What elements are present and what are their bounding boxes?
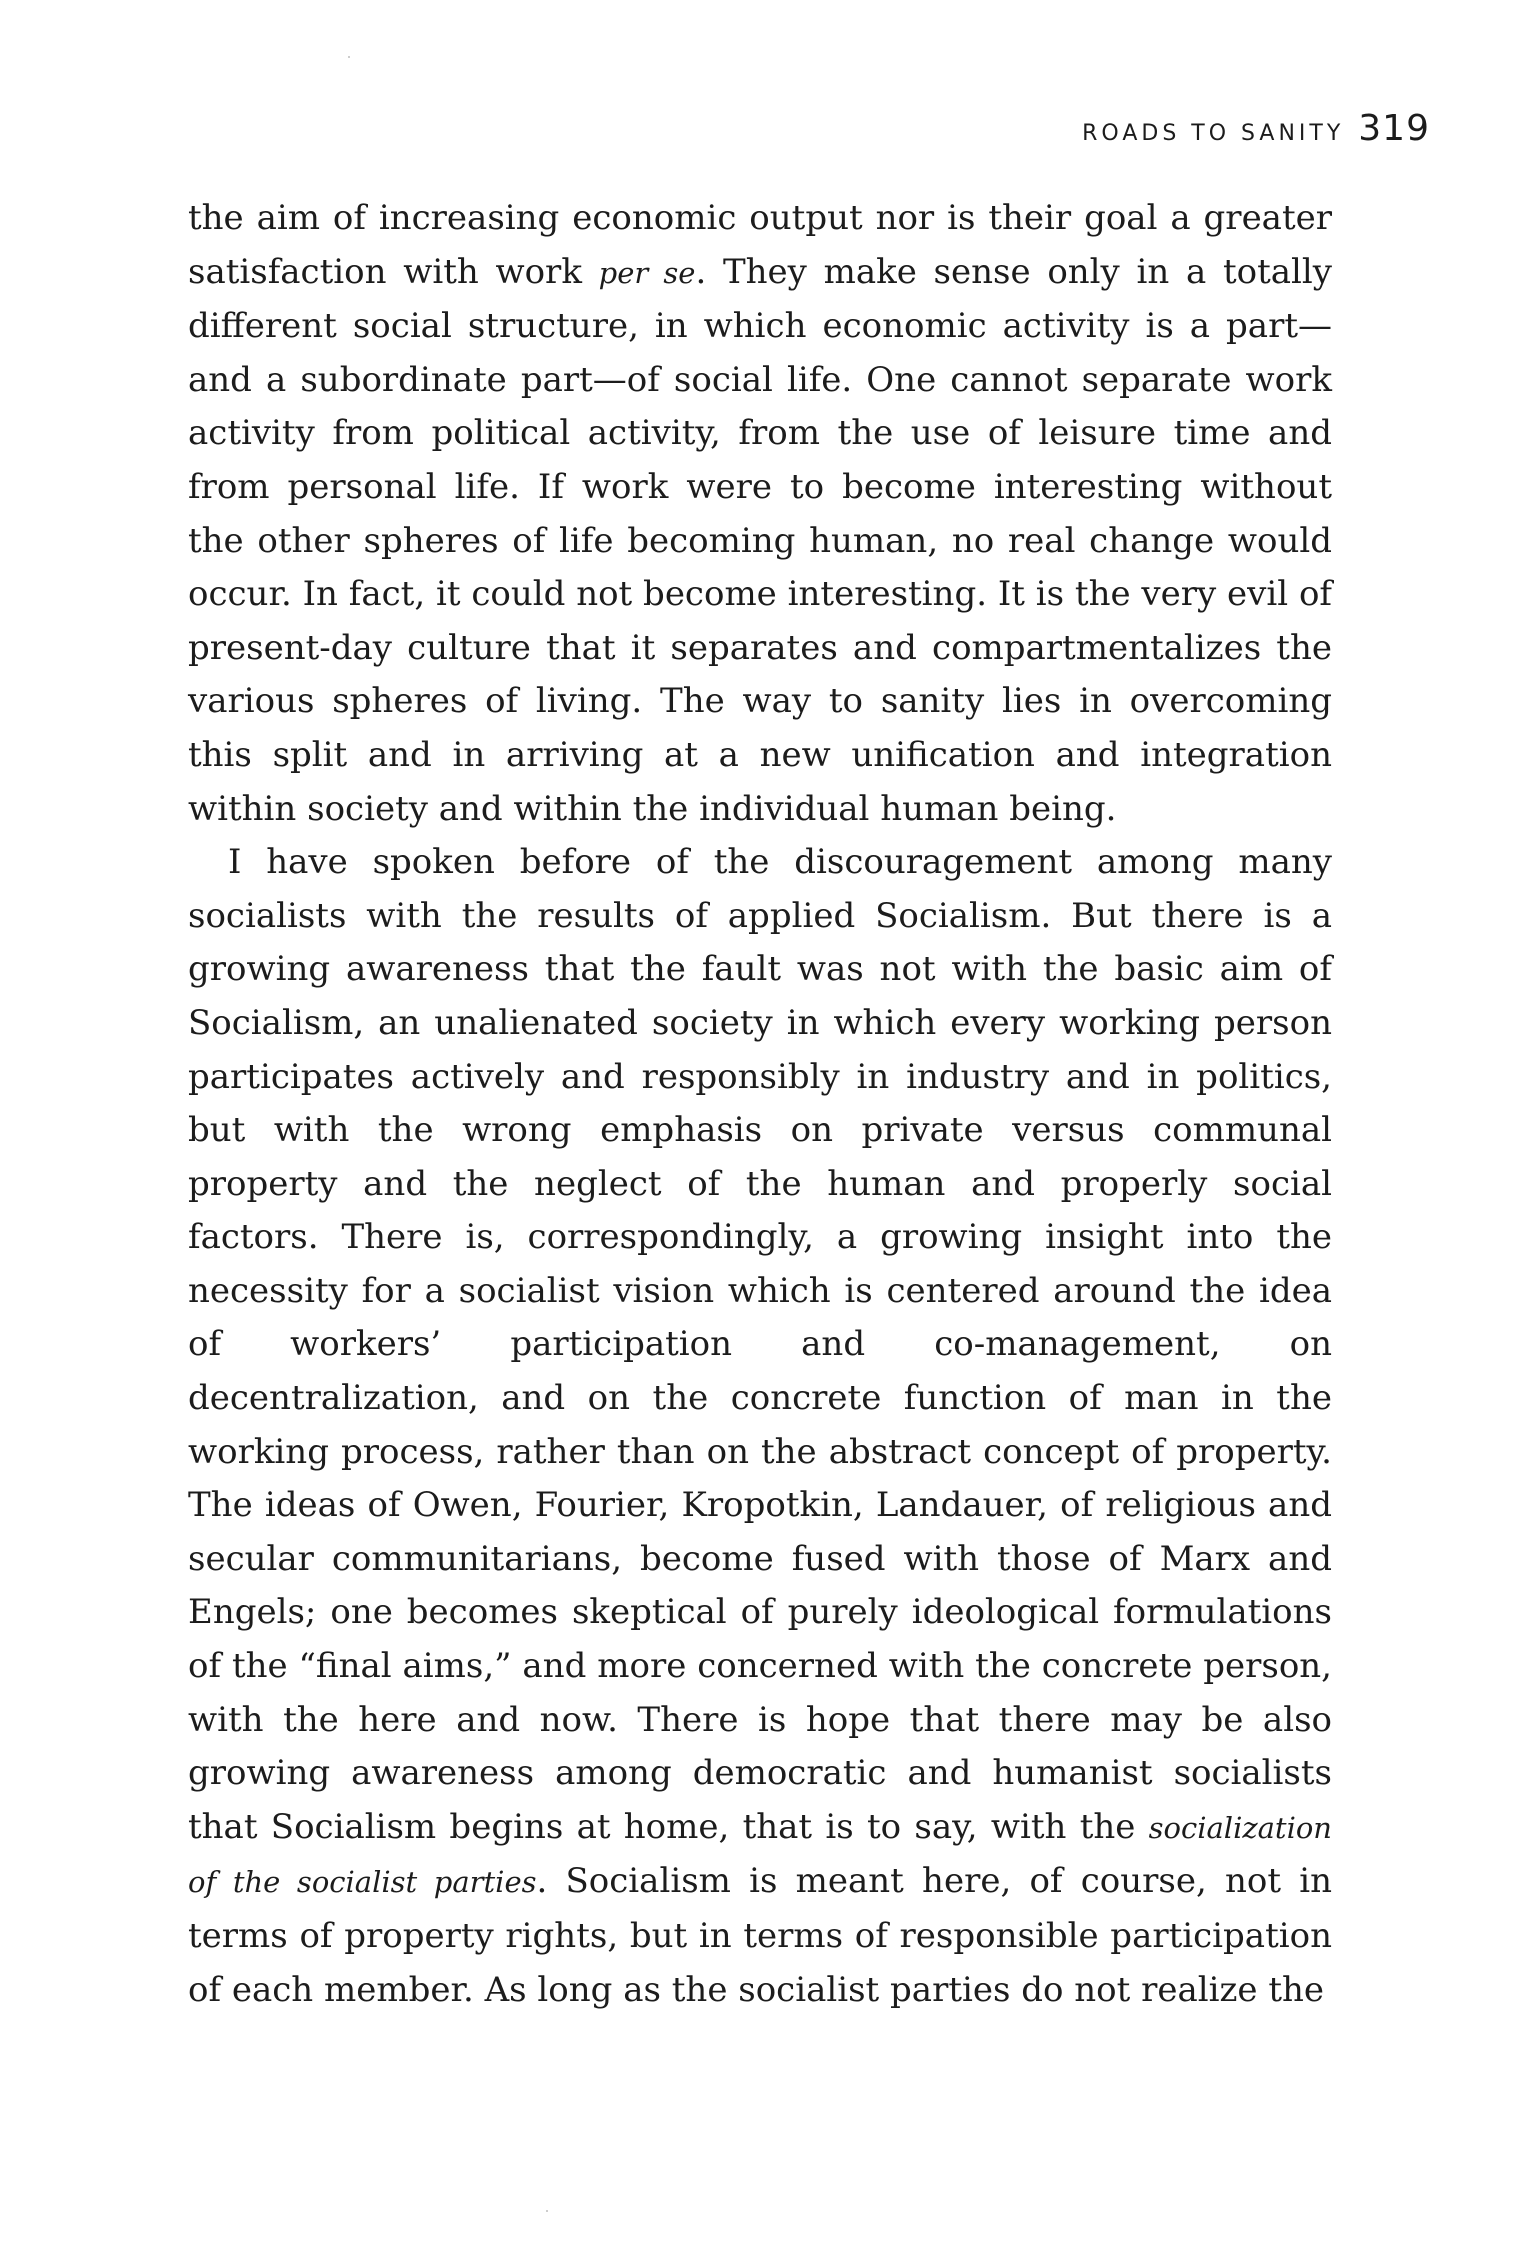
running-title: ROADS TO SANITY — [1082, 121, 1345, 146]
paragraph-2 — [188, 836, 1332, 2017]
paragraph-1-text-b: . They make sense only in a totally different social structure, in which economic activity is a part—and a subordinate part—of social life. One cannot separate work activity from political activity, from the use of leisure time and from personal life. If work were to become interesting without the other spheres of life becoming human, no real change would occur. In fact, it could not become interesting. It is the very evil of present-day culture that it separates and compartmentalizes the various spheres of living. The way to sanity lies in overcoming this split and in arriving at a new unification and integration within society and within the individual human being. — [188, 251, 1333, 829]
paragraph-1 — [188, 192, 1332, 836]
page-number: 319 — [1358, 108, 1430, 149]
paragraph-2-text-a: I have spoken before of the discouragement among many socialists with the results of applied Socialism. But there is a growing awareness that the fault was not with the basic aim of Socialism, an unalienated society in which every working person participates actively and responsibly in industry and in politics, but with the wrong emphasis on private versus communal property and the neglect of the human and properly social factors. There is, correspondingly, a growing insight into the necessity for a socialist vision which is centered around the idea of workers’ participation and co-management, on decentralization, and on the concrete function of man in the working process, rather than on the abstract concept of property. The ideas of Owen, Fourier, Kropotkin, Landauer, of religious and secular communitarians, become fused with those of Marx and Engels; one becomes skeptical of purely ideological formulations of the “final aims,” and more concerned with the concrete person, with the here and now. There is hope that there may be also growing awareness among democratic and humanist socialists that Socialism begins at home, that is to say, with the — [188, 842, 1332, 1847]
body-text — [188, 192, 1332, 2017]
scan-speck — [348, 56, 350, 58]
paragraph-2-italic-phrase: socialization of the socialist parties — [188, 1810, 1332, 1900]
paragraph-1-text-a: the aim of increasing economic output nor is their goal a greater satisfaction with work — [188, 198, 1332, 292]
paragraph-2-text-b: . Socialism is meant here, of course, not in terms of property rights, but in terms of responsible participation of each member. As long as the socialist parties do not realize the — [188, 1861, 1332, 2010]
running-header — [800, 108, 1430, 149]
scan-speck — [546, 2210, 548, 2212]
paragraph-1-italic-per-se: per se — [598, 255, 696, 290]
